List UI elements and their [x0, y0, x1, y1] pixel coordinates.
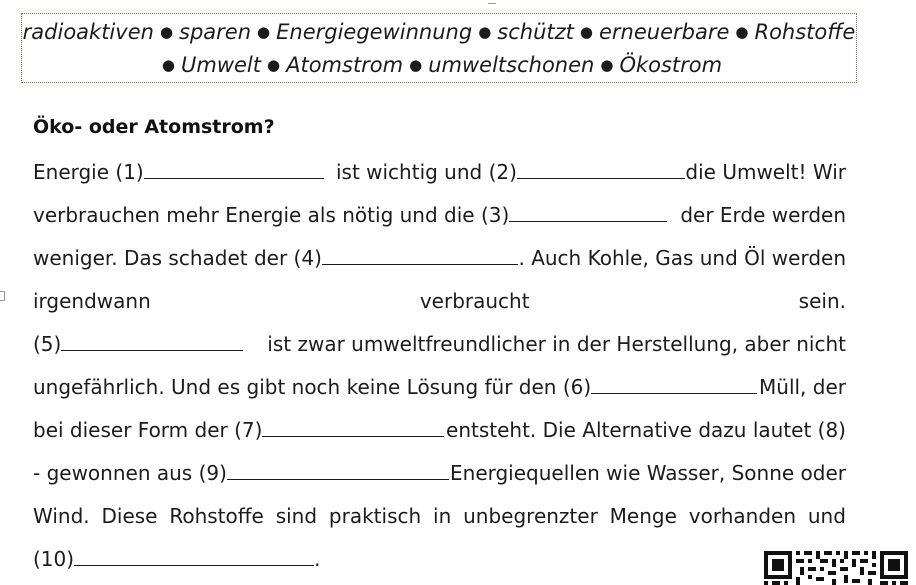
text-segment: . Auch Kohle, Gas und Öl werden [518, 246, 846, 270]
text-word: in [433, 504, 452, 528]
text-word: sind [275, 504, 318, 528]
text-group [33, 366, 757, 409]
text-word: Menge [609, 504, 677, 528]
text-word: Rohstoffe [169, 504, 264, 528]
text-segment: Energiequellen wie Wasser, Sonne oder [450, 461, 846, 485]
answer-blank-4[interactable] [322, 244, 518, 265]
text-segment: die Umwelt! Wir [685, 160, 846, 184]
text-word: vorhanden [688, 504, 797, 528]
answer-blank-5[interactable] [61, 330, 243, 351]
text-segment: Energie (1) [33, 160, 144, 184]
text-group [33, 323, 243, 366]
bullet-icon: ● [161, 56, 175, 74]
text-word: und [807, 504, 846, 528]
word-bank-word: umweltschonen [428, 53, 595, 77]
text-group [33, 409, 444, 452]
text-line [33, 366, 846, 409]
word-bank-word: schützt [497, 20, 574, 44]
page-edge-mark [488, 0, 496, 4]
text-group [33, 194, 667, 237]
word-bank-word: Atomstrom [286, 53, 404, 77]
text-segment: verbraucht [419, 289, 530, 313]
text-line [33, 495, 846, 538]
text-word: unbegrenzter [463, 504, 598, 528]
word-bank-word: erneuerbare [598, 20, 730, 44]
bullet-icon: ● [735, 23, 749, 41]
answer-blank-2[interactable] [517, 158, 685, 179]
text-word: praktisch [328, 504, 422, 528]
word-bank-word: Umwelt [181, 53, 261, 77]
text-line [33, 323, 846, 366]
bullet-icon: ● [159, 23, 174, 41]
text-segment: der Erde werden [680, 203, 846, 227]
text-word: Wind. [33, 504, 90, 528]
text-line [33, 194, 846, 237]
text-segment: entsteht. Die Alternative dazu lautet (8) [446, 418, 846, 442]
answer-blank-6[interactable] [591, 373, 757, 394]
text-segment: weniger. Das schadet der (4) [33, 246, 322, 270]
answer-blank-9[interactable] [227, 459, 449, 480]
word-bank [21, 13, 857, 83]
text-segment: bei dieser Form der (7) [33, 418, 263, 442]
text-group [33, 237, 518, 280]
bullet-icon: ● [600, 56, 614, 74]
word-bank-word: sparen [179, 20, 252, 44]
text-line [33, 538, 846, 581]
answer-blank-10[interactable] [74, 545, 314, 566]
bullet-icon: ● [257, 23, 271, 41]
exercise-text [33, 151, 846, 581]
answer-blank-1[interactable] [144, 158, 324, 179]
text-segment: . [314, 547, 321, 571]
word-bank-word: Rohstoffe [754, 20, 856, 44]
word-bank-word: Energiegewinnung [276, 20, 473, 44]
bullet-icon: ● [478, 23, 492, 41]
text-segment: (5) [33, 332, 62, 356]
text-segment: Müll, der [759, 375, 846, 399]
exercise-title: Öko- oder Atomstrom? [33, 116, 275, 138]
qr-code-icon [762, 549, 912, 585]
text-segment: - gewonnen aus (9) [33, 461, 227, 485]
text-line [33, 237, 846, 280]
text-segment: ist zwar umweltfreundlicher in der Herstellung, aber nicht [267, 332, 846, 356]
word-bank-line [22, 50, 856, 83]
answer-blank-3[interactable] [509, 201, 667, 222]
bullet-icon: ● [409, 56, 423, 74]
text-segment: (10) [33, 547, 75, 571]
answer-blank-7[interactable] [262, 416, 444, 437]
bullet-icon: ● [579, 23, 593, 41]
text-segment: sein. [798, 289, 846, 313]
text-line [33, 151, 846, 194]
text-line [33, 280, 846, 323]
text-segment: ungefährlich. Und es gibt noch keine Lösung für den (6) [33, 375, 592, 399]
text-segment: ist wichtig und (2) [335, 160, 517, 184]
text-word: Diese [101, 504, 158, 528]
text-line [33, 409, 846, 452]
word-bank-line [22, 17, 856, 50]
text-group [33, 452, 449, 495]
word-bank-word: radioaktiven [22, 20, 154, 44]
bullet-icon: ● [267, 56, 281, 74]
word-bank-word: Ökostrom [619, 53, 723, 77]
text-segment: verbrauchen mehr Energie als nötig und die (3) [33, 203, 510, 227]
text-segment: irgendwann [33, 289, 151, 313]
text-line [33, 452, 846, 495]
page-edge-mark [0, 291, 5, 301]
